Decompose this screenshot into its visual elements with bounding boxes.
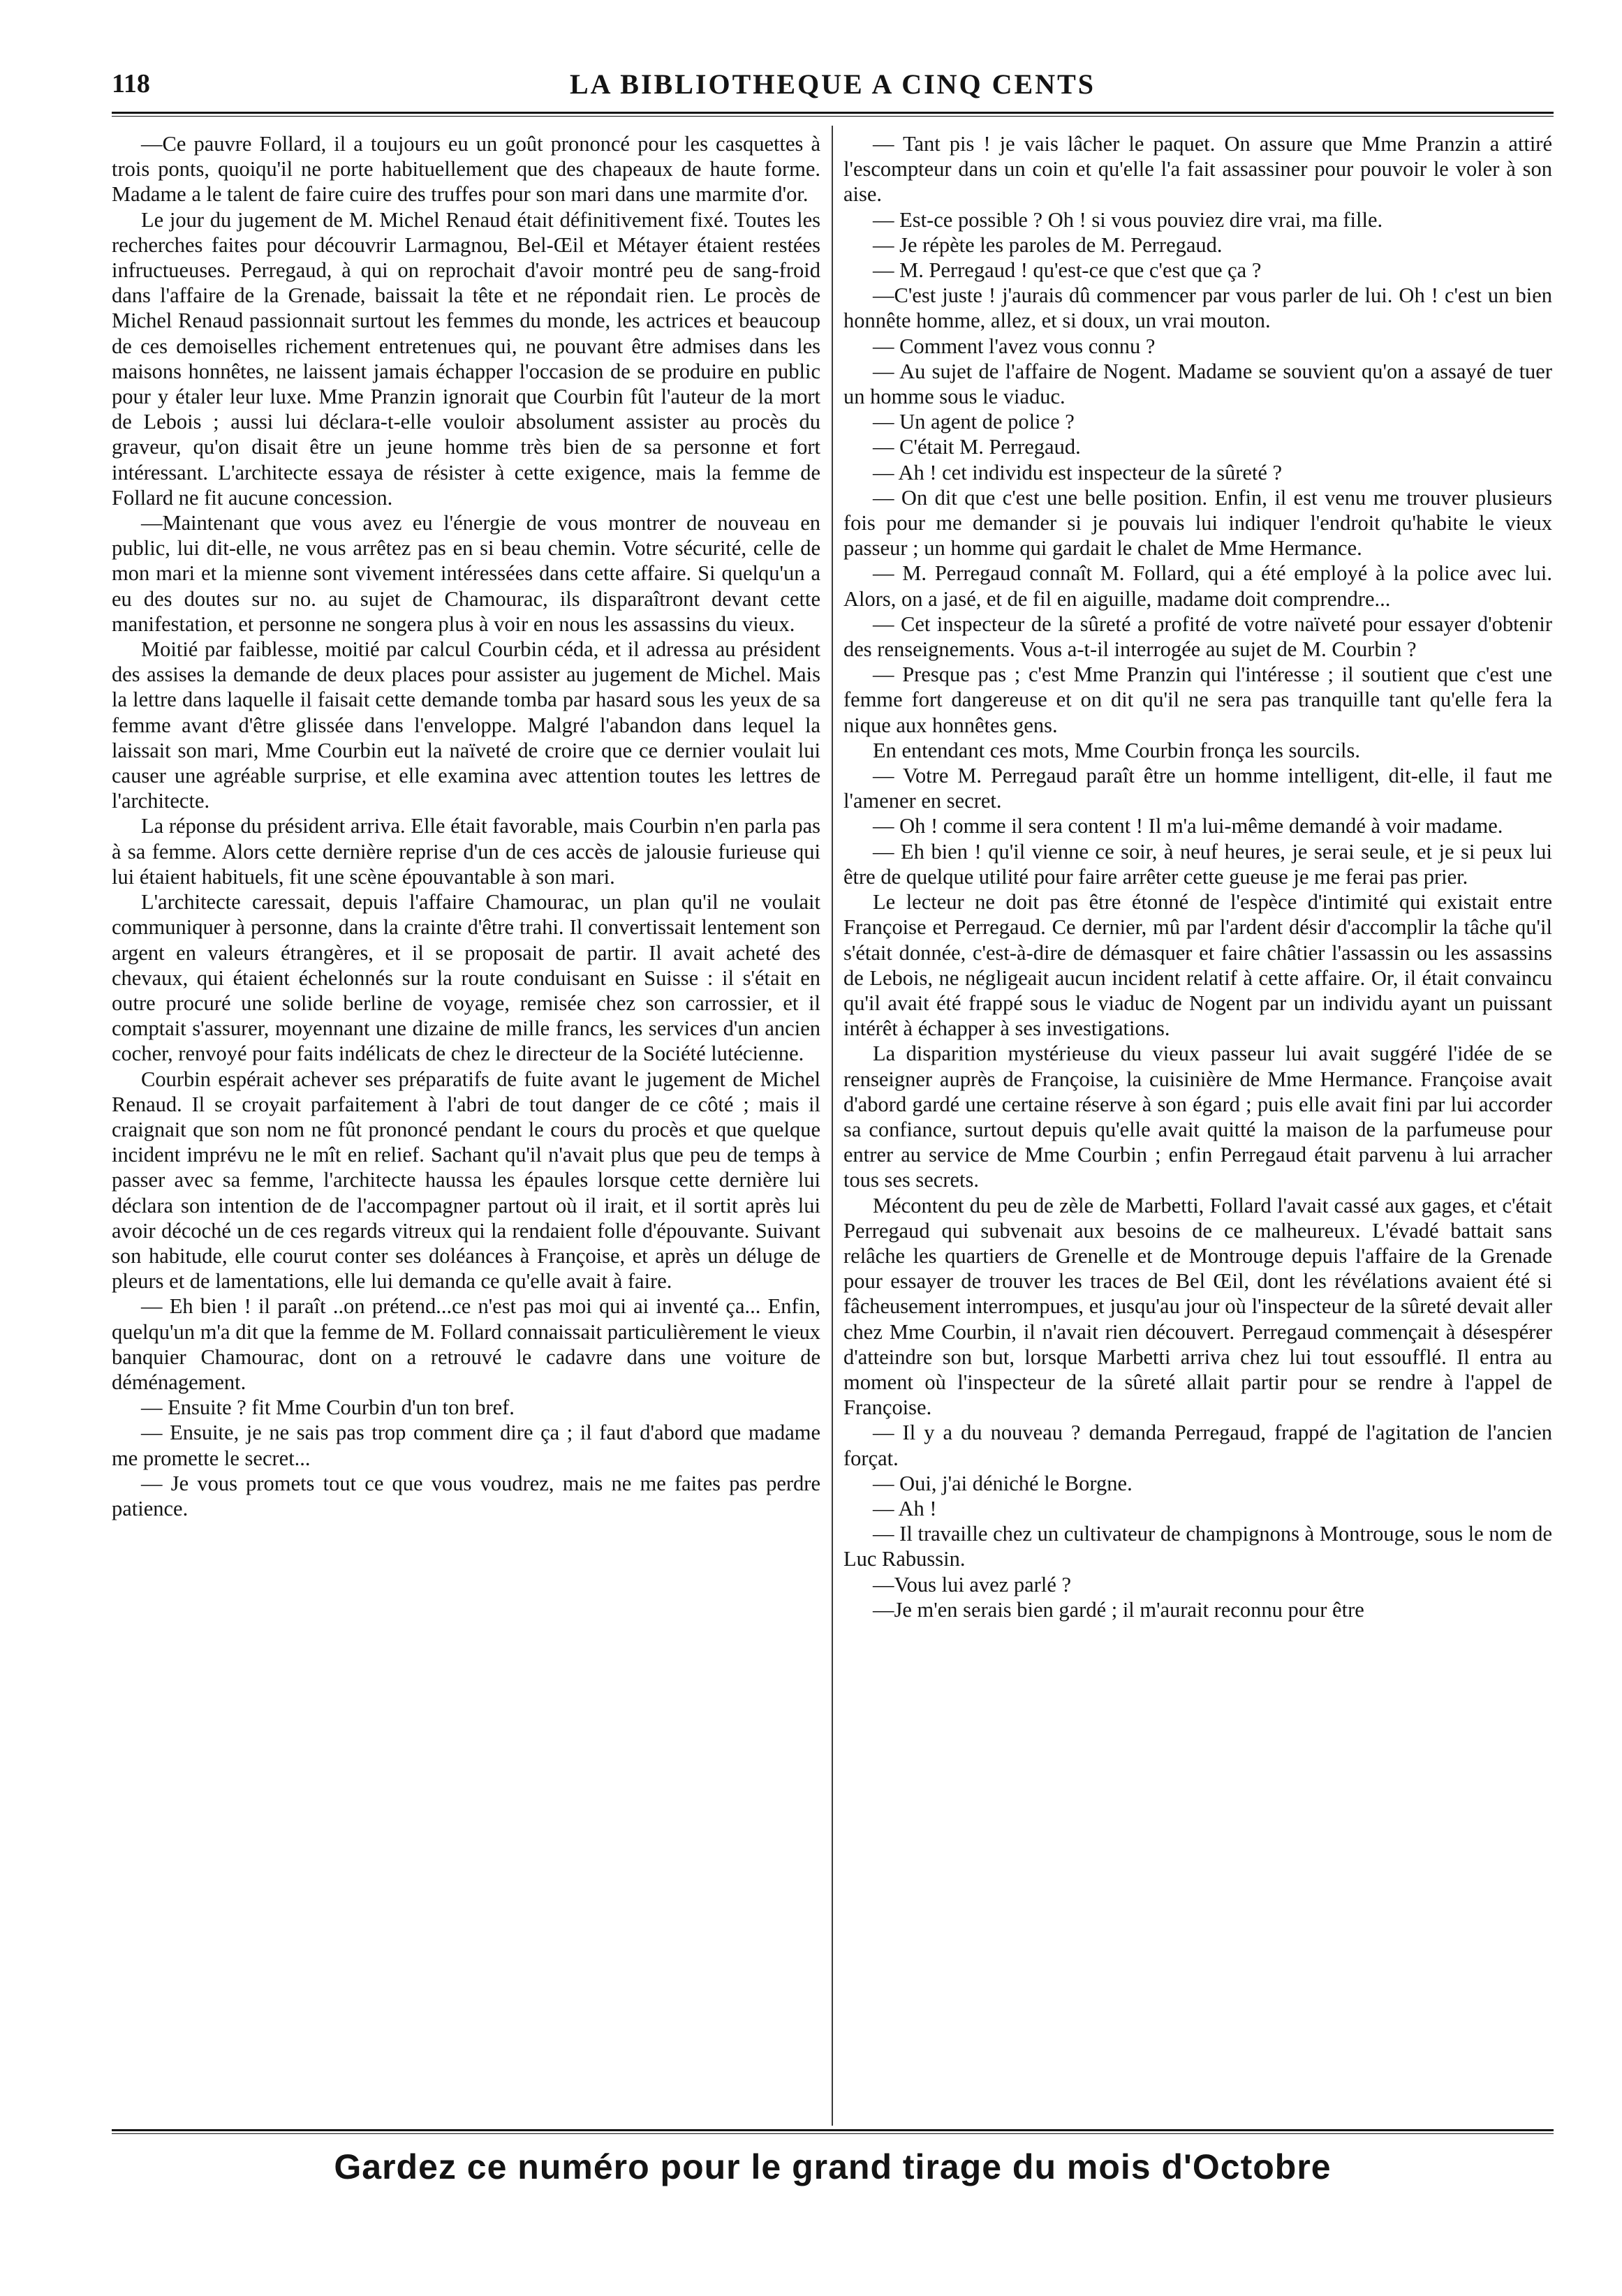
paragraph: — Comment l'avez vous connu ? bbox=[873, 334, 1156, 358]
column-divider bbox=[832, 126, 833, 2126]
paragraph: Mécontent du peu de zèle de Marbetti, Follard l'avait cassé aux gages, et c'était Perregaud qui subvenait aux besoins de ce malheureux. L'évadé battait sans relâche les quartiers de Grenelle et de Montrouge depuis l'affaire de la Grenade pour essayer de trouver les traces de Bel Œil, dont les révélations avaient été si fâcheusement interrompues, et jusqu'au jour où l'inspecteur de la sûreté devait aller chez Mme Courbin, il n'avait rien découvert. Perregaud commençait à désespérer d'atteindre son but, lorsque Marbetti arriva chez lui tout essoufflé. Il entra au moment où l'inspecteur de la sûreté allait partir pour se rendre à l'appel de Françoise. bbox=[843, 1193, 1552, 1420]
paragraph: — Je vous promets tout ce que vous voudrez, mais ne me faites pas perdre patience. bbox=[112, 1471, 820, 1520]
running-title: LA BIBLIOTHEQUE A CINQ CENTS bbox=[569, 68, 1096, 100]
header-rule bbox=[112, 112, 1554, 114]
paragraph: —Ce pauvre Follard, il a toujours eu un goût prononcé pour les casquettes à trois ponts, quoiqu'il ne porte habituellement que des chapeaux de haute forme. Madame a le talent de faire cuire des truffes pour son mari dans une marmite d'or. bbox=[112, 132, 820, 207]
paragraph: Le lecteur ne doit pas être étonné de l'espèce d'intimité qui existait entre Françoise et Perregaud. Ce dernier, mû par l'ardent désir d'accomplir la tâche qu'il s'était donnée, c'est-à-dire de démasquer et faire châtier l'assassin ou les assassins de Lebois, ne négligeait aucun incident relatif à cette affaire. Or, il était convaincu qu'il avait été frappé sous le viaduc de Nogent par un individu ayant un puissant intérêt à échapper à ses investigations. bbox=[843, 890, 1552, 1041]
paragraph: — Il travaille chez un cultivateur de champignons à Montrouge, sous le nom de Luc Rabussin. bbox=[843, 1522, 1552, 1571]
paragraph: — Tant pis ! je vais lâcher le paquet. On assure que Mme Pranzin a attiré l'escompteur dans un coin et qu'elle l'a fait assassiner pour pouvoir le voler à son aise. bbox=[843, 132, 1552, 207]
paragraph: —Je m'en serais bien gardé ; il m'aurait reconnu pour être bbox=[873, 1597, 1364, 1622]
paragraph: Courbin espérait achever ses préparatifs de fuite avant le jugement de Michel Renaud. Il se croyait parfaitement à l'abri de tout danger de ce côté ; mais il craignait que son nom ne fût prononcé pendant le cours du procès et que quelque incident imprévu ne le mît en relief. Sachant qu'il n'avait plus que peu de temps à passer avec sa femme, l'architecte haussa les épaules lorsque cette dernière lui déclara son intention de de l'accompagner partout où il irait, et il sortit après lui avoir décoché un de ces regards vitreux qui la rendaient folle d'épouvante. Suivant son habitude, elle courut conter ses doléances à Françoise, et après un déluge de pleurs et de lamentations, elle lui demanda ce qu'elle avait à faire. bbox=[112, 1067, 820, 1294]
paragraph: —Maintenant que vous avez eu l'énergie de vous montrer de nouveau en public, lui dit-elle, ne vous arrêtez pas en si beau chemin. Votre sécurité, celle de mon mari et la mienne sont vivement intéressées dans cette affaire. Si quelqu'un a eu des doutes sur no. au sujet de Chamourac, ils disparaîtront devant cette manifestation, et personne ne songera plus à voir en nous les assassins du vieux. bbox=[112, 511, 820, 636]
paragraph: En entendant ces mots, Mme Courbin fronça les sourcils. bbox=[873, 738, 1360, 762]
paragraph: — On dit que c'est une belle position. Enfin, il est venu me trouver plusieurs fois pour me demander si je pouvais lui indiquer l'endroit qu'habite le vieux passeur ; un homme qui gardait le chalet de Mme Hermance. bbox=[843, 485, 1552, 561]
paragraph: — Ensuite, je ne sais pas trop comment dire ça ; il faut d'abord que madame me promette le secret... bbox=[112, 1421, 820, 1470]
paragraph: Moitié par faiblesse, moitié par calcul Courbin céda, et il adressa au président des assises la demande de deux places pour assister au jugement de Michel. Mais la lettre dans laquelle il faisait cette demande tomba par hasard sous les yeux de sa femme avant d'être glissée dans l'enveloppe. Malgré l'abandon dans lequel la laissait son mari, Mme Courbin eut la naïveté de croire que ce dernier voulait lui causer une agréable surprise, et elle examina avec attention toutes les lettres de l'architecte. bbox=[112, 637, 820, 813]
paragraph: — Est-ce possible ? Oh ! si vous pouviez dire vrai, ma fille. bbox=[873, 207, 1383, 232]
right-column bbox=[843, 131, 1552, 1622]
page-number: 118 bbox=[112, 69, 150, 98]
paragraph: — Eh bien ! qu'il vienne ce soir, à neuf heures, je serai seule, et je si peux lui être de quelque utilité pour faire arrêter cette gueuse je me ferai pas prier. bbox=[843, 839, 1552, 889]
left-column bbox=[112, 131, 820, 1521]
paragraph: —Vous lui avez parlé ? bbox=[873, 1572, 1072, 1597]
paragraph: — Un agent de police ? bbox=[873, 410, 1075, 434]
paragraph: La disparition mystérieuse du vieux passeur lui avait suggéré l'idée de se renseigner auprès de Françoise, la cuisinière de Mme Hermance. Françoise avait d'abord gardé une certaine réserve à son égard ; puis elle avait fini par lui accorder sa confiance, surtout depuis qu'elle avait quitté la maison de la parfumeuse pour entrer au service de Mme Courbin ; enfin Perregaud était parvenu à lui arracher tous ses secrets. bbox=[843, 1042, 1552, 1192]
paragraph: — Ah ! bbox=[873, 1496, 937, 1520]
paragraph: — Presque pas ; c'est Mme Pranzin qui l'intéresse ; il soutient que c'est une femme fort dangereuse et on dit qu'il ne sera pas tranquille tant qu'elle fera la nique aux honnêtes gens. bbox=[843, 662, 1552, 737]
paragraph: — M. Perregaud connaît M. Follard, qui a été employé à la police avec lui. Alors, on a jasé, et de fil en aiguille, madame doit comprendre... bbox=[843, 561, 1552, 611]
header-rule-thin bbox=[112, 116, 1554, 117]
paragraph: — Ah ! cet individu est inspecteur de la sûreté ? bbox=[873, 460, 1283, 484]
paragraph: — Cet inspecteur de la sûreté a profité de votre naïveté pour essayer d'obtenir des renseignements. Vous a-t-il interrogée au sujet de M. Courbin ? bbox=[843, 612, 1552, 662]
paragraph: — Votre M. Perregaud paraît être un homme intelligent, dit-elle, il faut me l'amener en secret. bbox=[843, 764, 1552, 813]
paragraph: — Oui, j'ai déniché le Borgne. bbox=[873, 1471, 1133, 1495]
paragraph: L'architecte caressait, depuis l'affaire Chamourac, un plan qu'il ne voulait communiquer à personne, dans la crainte d'être trahi. Il convertissait lentement son argent en valeurs étrangères, et il se proposait de partir. Il avait acheté des chevaux, qui étaient échelonnés sur la route conduisant en Suisse : il s'était en outre procuré une solide berline de voyage, remisée chez son carrossier, et il comptait s'assurer, moyennant une dizaine de mille francs, les services d'un ancien cocher, renvoyé pour faits indélicats de chez le directeur de la Société lutécienne. bbox=[112, 890, 820, 1066]
paragraph: — Au sujet de l'affaire de Nogent. Madame se souvient qu'on a assayé de tuer un homme sous le viaduc. bbox=[843, 359, 1552, 409]
paragraph: — Je répète les paroles de M. Perregaud. bbox=[873, 232, 1223, 257]
paragraph: — C'était M. Perregaud. bbox=[873, 435, 1081, 459]
paragraph: —C'est juste ! j'aurais dû commencer par vous parler de lui. Oh ! c'est un bien honnête homme, allez, et si doux, un vrai mouton. bbox=[843, 283, 1552, 333]
page-header bbox=[112, 63, 1554, 105]
paragraph: — Ensuite ? fit Mme Courbin d'un ton bref. bbox=[141, 1395, 515, 1420]
paragraph: — Il y a du nouveau ? demanda Perregaud, frappé de l'agitation de l'ancien forçat. bbox=[843, 1421, 1552, 1470]
footer-notice: Gardez ce numéro pour le grand tirage du mois d'Octobre bbox=[334, 2147, 1332, 2186]
paragraph: Le jour du jugement de M. Michel Renaud était définitivement fixé. Toutes les recherches faites pour découvrir Larmagnou, Bel-Œil et Métayer étaient restées infructueuses. Perregaud, à qui on reprochait d'avoir montré peu de sang-froid dans l'affaire de la Grenade, baissait la tête et ne répondait rien. Le procès de Michel Renaud passionnait surtout les femmes du monde, les actrices et beaucoup de ces demoiselles richement entretenues qui, ne pouvant être admises dans les maisons honnêtes, ne laissent jamais échapper l'occasion de se produire en public pour y étaler leur luxe. Mme Pranzin ignorait que Courbin fût l'auteur de la mort de Lebois ; aussi lui déclara-t-elle vouloir absolument assister au procès du graveur, qu'on disait être un jeune homme très bien de sa personne et fort intéressant. L'architecte essaya de résister à cette exigence, mais la femme de Follard ne fit aucune concession. bbox=[112, 207, 820, 510]
paragraph: — Eh bien ! il paraît ..on prétend...ce n'est pas moi qui ai inventé ça... Enfin, quelqu'un m'a dit que la femme de M. Follard connaissait particulièrement le vieux banquier Chamourac, dont on a retrouvé le cadavre dans une voiture de déménagement. bbox=[112, 1294, 820, 1394]
paragraph: La réponse du président arriva. Elle était favorable, mais Courbin n'en parla pas à sa femme. Alors cette dernière reprise d'un de ces accès de jalousie furieuse qui lui étaient habituels, fit une scène épouvantable à son mari. bbox=[112, 814, 820, 889]
footer-rule-thin bbox=[112, 2133, 1554, 2134]
paragraph: — Oh ! comme il sera content ! Il m'a lui-même demandé à voir madame. bbox=[873, 814, 1503, 838]
paragraph: — M. Perregaud ! qu'est-ce que c'est que ça ? bbox=[873, 258, 1262, 283]
footer-rule bbox=[112, 2129, 1554, 2131]
